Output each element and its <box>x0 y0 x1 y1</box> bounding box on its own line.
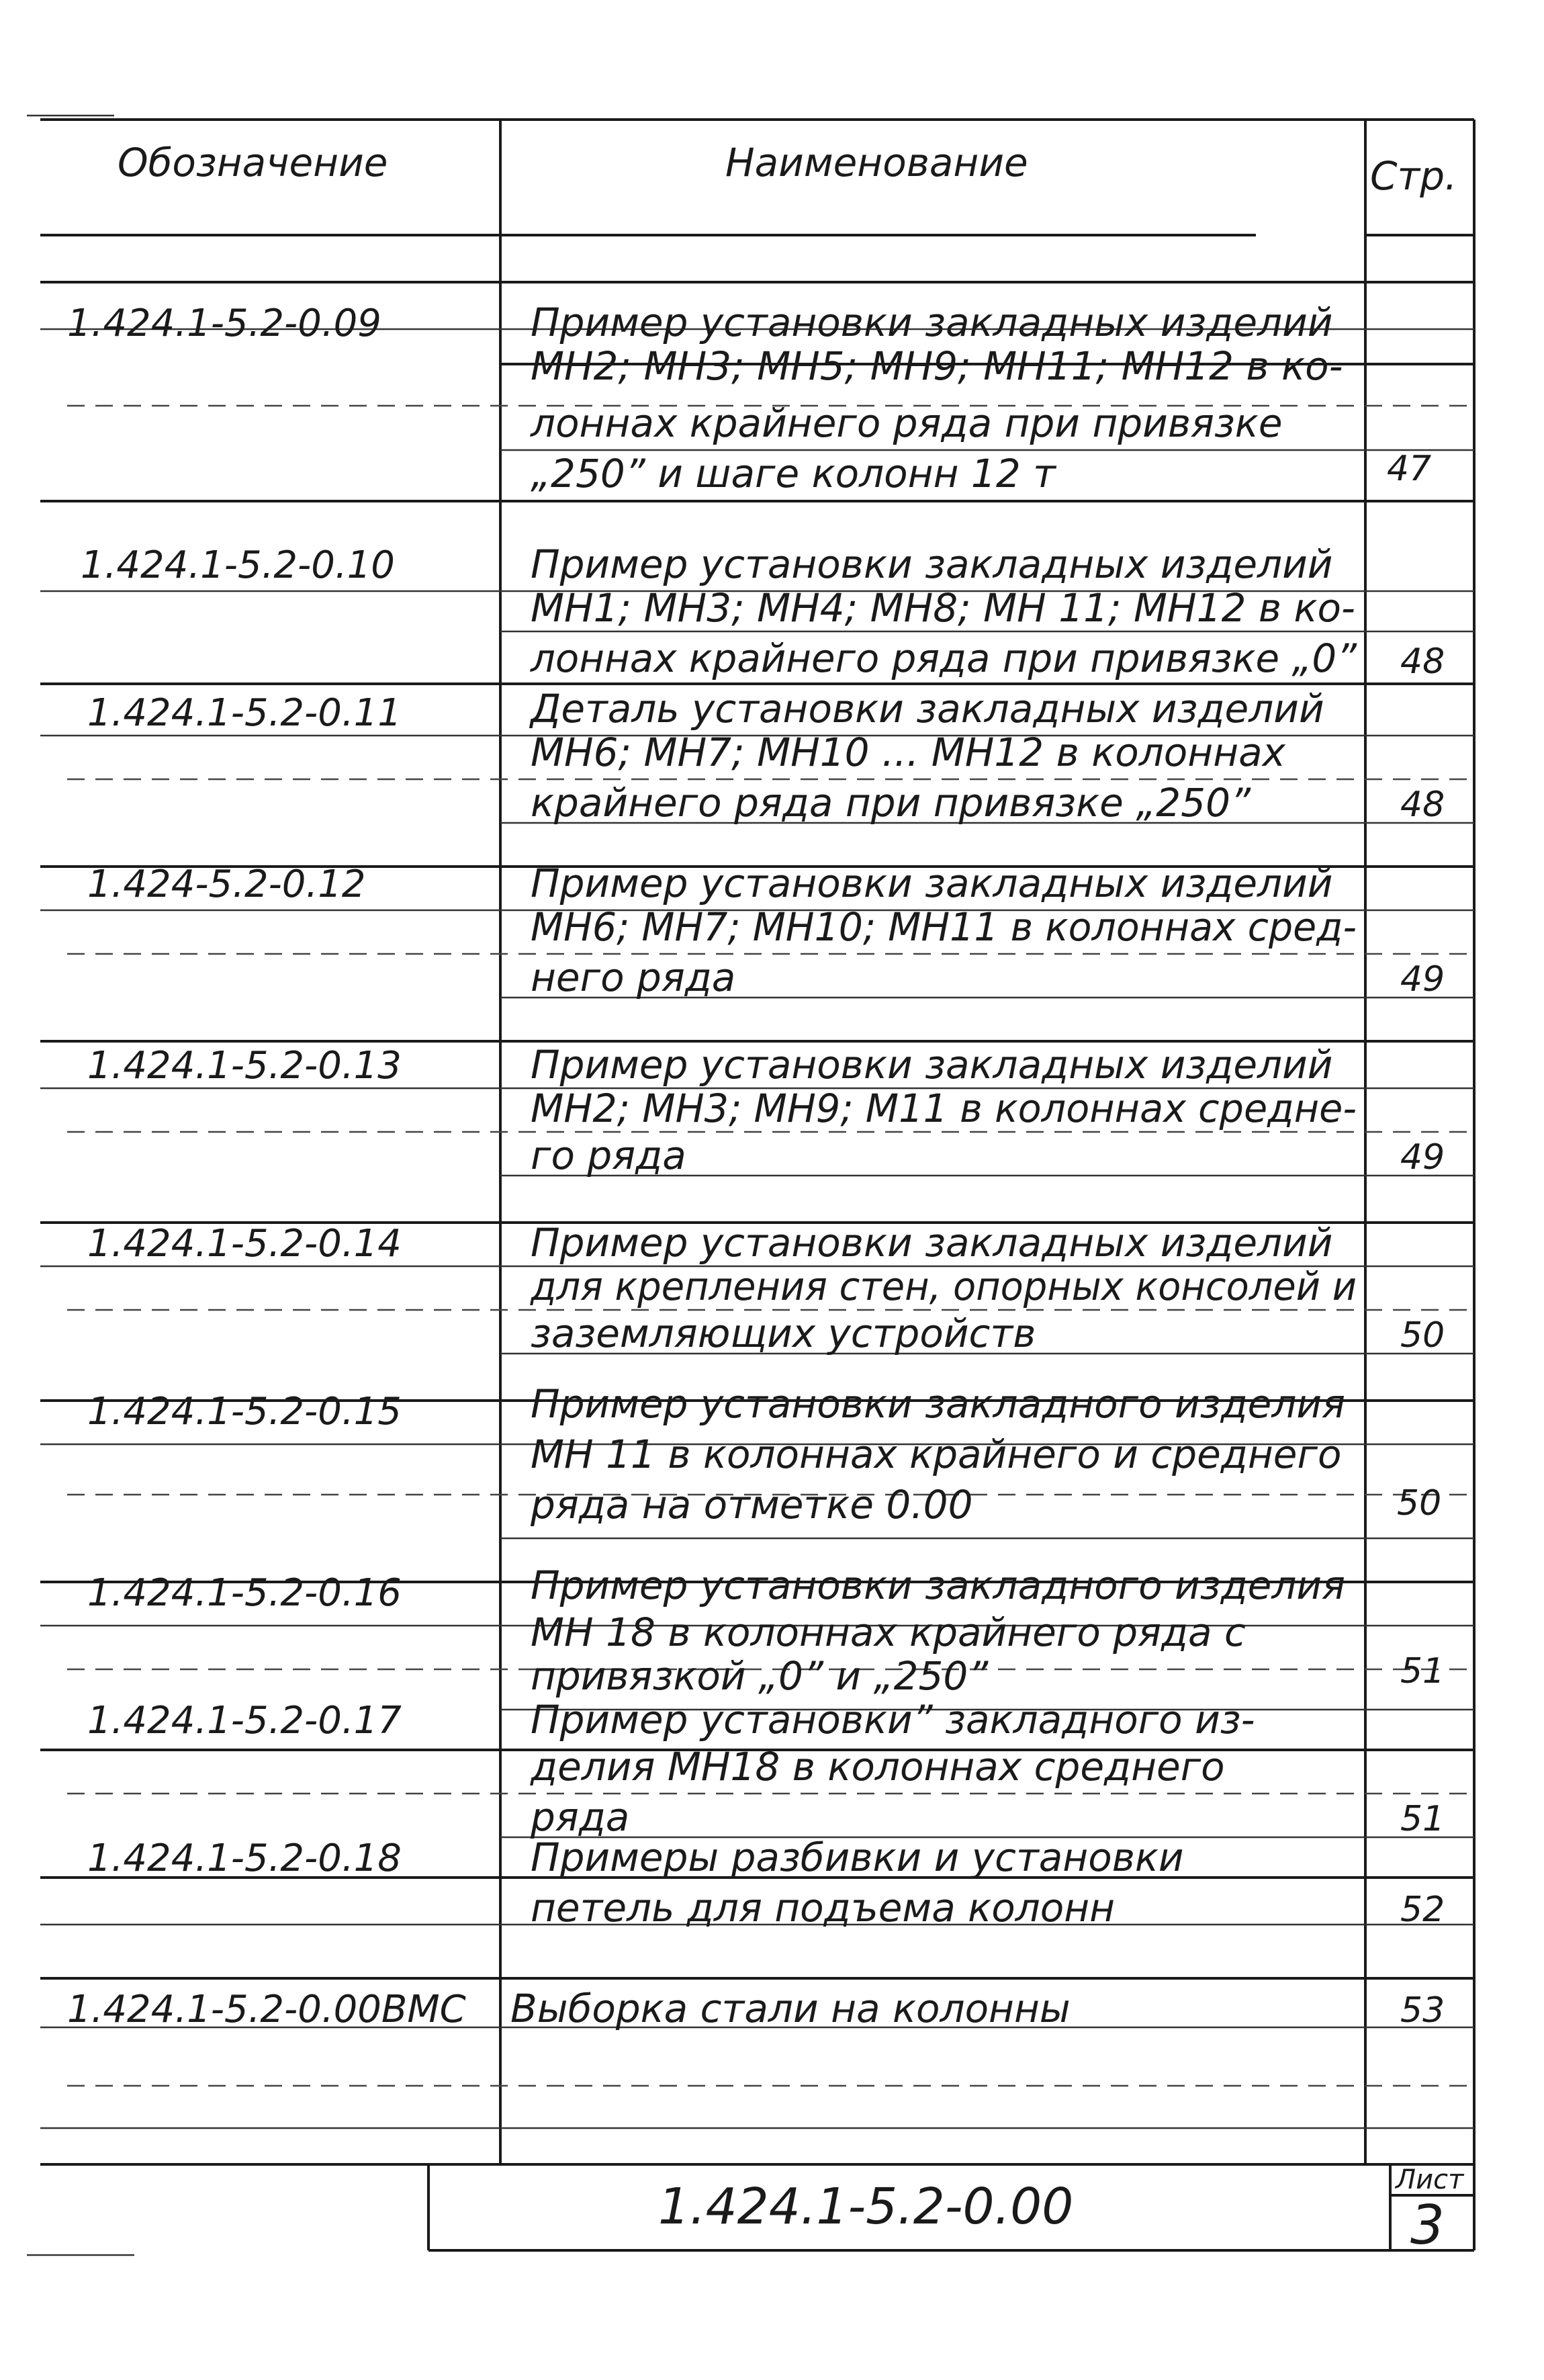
document-code: 1.424.1-5.2-0.00 <box>658 2178 1074 2236</box>
row-description-line: привязкой „0” и „250” <box>531 1653 989 1699</box>
row-code: 1.424-5.2-0.12 <box>87 863 366 906</box>
row-description-line: него ряда <box>531 955 736 1000</box>
row-code: 1.424.1-5.2-0.14 <box>87 1222 402 1266</box>
row-description-line: МН 11 в колоннах крайнего и среднего <box>531 1431 1342 1477</box>
row-description-line: МН6; МН7; МН10 ... МН12 в колоннах <box>531 730 1286 775</box>
row-description-line: Пример установки закладных изделий <box>531 861 1333 906</box>
row-page: 52 <box>1400 1890 1445 1930</box>
row-description-line: петель для подъема колонн <box>531 1885 1116 1931</box>
row-description-line: лоннах крайнего ряда при привязке „0” <box>530 635 1357 681</box>
row-description-line: Пример установки” закладного из- <box>531 1697 1255 1743</box>
table-header <box>118 140 1457 199</box>
header-name: Наименование <box>725 140 1028 185</box>
row-code: 1.424.1-5.2-0.00ВМС <box>67 1988 466 2031</box>
row-description-line: МН6; МН7; МН10; МН11 в колоннах сред- <box>531 904 1357 950</box>
row-page: 49 <box>1400 1137 1445 1178</box>
row-description-line: ряда <box>531 1794 630 1840</box>
table-row <box>67 1986 1445 2031</box>
row-page: 49 <box>1400 959 1445 1000</box>
row-description-line: Деталь установки закладных изделий <box>531 686 1324 732</box>
table-row <box>87 1220 1445 1356</box>
row-page: 51 <box>1400 1799 1445 1839</box>
table-row <box>87 1042 1445 1178</box>
table-row <box>87 1562 1445 1699</box>
row-description-line: Пример установки закладных изделий <box>531 1042 1333 1088</box>
title-stamp <box>658 2164 1465 2256</box>
row-description-line: лоннах крайнего ряда при привязке <box>531 400 1283 446</box>
table-row <box>87 1381 1441 1528</box>
row-description-line: МН1; МН3; МН4; МН8; МН 11; МН12 в ко- <box>531 585 1355 631</box>
row-description-line: делия МН18 в колоннах среднего <box>531 1744 1225 1790</box>
row-page: 48 <box>1400 785 1445 825</box>
row-description-line: МН2; МН3; МН5; МН9; МН11; МН12 в ко- <box>531 343 1343 389</box>
row-code: 1.424.1-5.2-0.10 <box>81 543 395 587</box>
row-description-line: МН 18 в колоннах крайнего ряда с <box>531 1610 1246 1655</box>
row-description-line: крайнего ряда при привязке „250” <box>531 780 1251 826</box>
row-code: 1.424.1-5.2-0.18 <box>87 1837 402 1880</box>
row-page: 50 <box>1397 1483 1442 1524</box>
sheet-number: 3 <box>1410 2194 1445 2256</box>
row-description-line: Пример установки закладного изделия <box>531 1381 1346 1427</box>
row-description-line: Примеры разбивки и установки <box>531 1835 1184 1880</box>
row-description-line: го ряда <box>531 1133 686 1178</box>
row-page: 47 <box>1387 449 1432 489</box>
row-code: 1.424.1-5.2-0.16 <box>87 1571 402 1615</box>
row-description-line: МН2; МН3; МН9; М11 в колоннах средне- <box>531 1086 1357 1131</box>
table-row <box>67 300 1431 496</box>
row-code: 1.424.1-5.2-0.17 <box>87 1699 402 1743</box>
header-page: Стр. <box>1370 153 1457 199</box>
row-page: 51 <box>1400 1651 1445 1691</box>
row-description-line: Пример установки закладных изделий <box>531 1220 1333 1266</box>
sheet-label: Лист <box>1396 2164 1464 2195</box>
row-code: 1.424.1-5.2-0.15 <box>87 1390 402 1434</box>
row-description-line: для крепления стен, опорных консолей и <box>530 1264 1357 1309</box>
row-code: 1.424.1-5.2-0.13 <box>87 1044 402 1088</box>
table-row <box>87 861 1445 1000</box>
header-code: Обозначение <box>118 140 388 185</box>
row-page: 50 <box>1400 1315 1445 1356</box>
row-code: 1.424.1-5.2-0.09 <box>67 302 381 345</box>
table-row <box>81 541 1445 682</box>
row-description-line: Пример установки закладных изделий <box>531 541 1333 587</box>
row-description-line: Пример установки закладного изделия <box>531 1562 1346 1608</box>
table-row <box>87 686 1445 826</box>
row-page: 48 <box>1400 642 1445 682</box>
row-description-line: Выборка стали на колонны <box>510 1986 1071 2031</box>
row-description-line: заземляющих устройств <box>531 1311 1036 1356</box>
row-description-line: Пример установки закладных изделий <box>531 300 1333 345</box>
row-description-line: ряда на отметке 0.00 <box>531 1482 973 1528</box>
row-description-line: „250” и шаге колонн 12 т <box>531 451 1056 496</box>
row-code: 1.424.1-5.2-0.11 <box>87 691 402 735</box>
row-page: 53 <box>1400 1990 1445 2031</box>
table-row <box>87 1697 1445 1840</box>
table-row <box>87 1835 1445 1931</box>
